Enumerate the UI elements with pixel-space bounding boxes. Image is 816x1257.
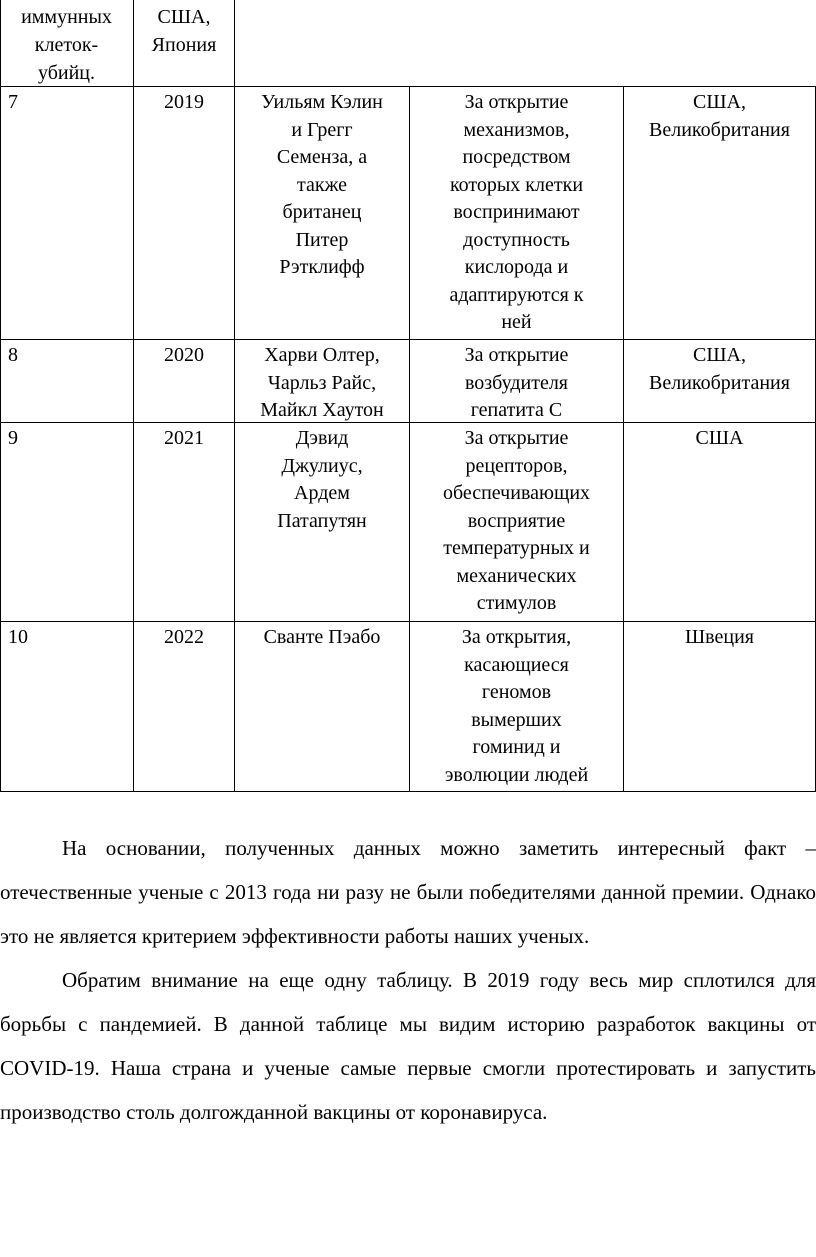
table-row-9-laureates: Дэвид Джулиус, Ардем Патапутян bbox=[277, 427, 367, 532]
top-row-field-cell: иммунных клеток- убийц. bbox=[21, 6, 112, 84]
paragraph-vaccine-intro: Обратим внимание на еще одну таблицу. В 2019 году весь мир сплотился для борьбы с пандемией. В данной таблице мы видим историю разработок вакцины от COVID-19. Наша страна и ученые самые первые смогли протестировать и запустить производство столь долгожданной вакцины от коронавируса. bbox=[0, 968, 816, 1124]
table-divider-col1 bbox=[133, 0, 134, 792]
table-row-8-num: 8 bbox=[8, 344, 18, 366]
table-row-10-num: 10 bbox=[8, 626, 28, 648]
table-row-9-country: США bbox=[695, 427, 744, 449]
paragraph-conclusion: На основании, полученных данных можно заметить интересный факт – отечественные ученые с 2013 года ни разу не были победителями данной премии. Однако это не является критерием эффективности работы наших ученых. bbox=[0, 836, 816, 948]
table-row-7-reason: За открытие механизмов, посредством которых клетки воспринимают доступность кислорода и адаптируются к ней bbox=[449, 91, 584, 333]
table-row-8-laureates: Харви Олтер, Чарльз Райс, Майкл Хаутон bbox=[260, 344, 384, 421]
table-row-7-country: США, Великобритания bbox=[649, 91, 790, 141]
row-divider-2 bbox=[0, 339, 816, 340]
body-text bbox=[0, 826, 816, 1134]
table-row-7-year: 2019 bbox=[164, 91, 204, 113]
table-row-10-reason: За открытия, касающиеся геномов вымерших гоминид и эволюции людей bbox=[444, 626, 589, 786]
table-row-7-laureates: Уильям Кэлин и Грегг Семенза, а также британец Питер Рэтклифф bbox=[261, 91, 383, 278]
table-row-8-country: США, Великобритания bbox=[649, 344, 790, 394]
table-row-8-year: 2020 bbox=[164, 344, 204, 366]
table-row-10-laureates: Сванте Пэабо bbox=[263, 626, 381, 648]
table-row-10-country: Швеция bbox=[685, 626, 754, 648]
table-row-9-num: 9 bbox=[8, 427, 18, 449]
table-row-10-year: 2022 bbox=[164, 626, 204, 648]
table-row-9-reason: За открытие рецепторов, обеспечивающих восприятие температурных и механических стимулов bbox=[442, 427, 591, 614]
top-row-country-cell: США, Япония bbox=[151, 6, 217, 56]
table-border-bottom bbox=[0, 791, 816, 792]
table-border-left bbox=[0, 0, 1, 792]
row-divider-4 bbox=[0, 621, 816, 622]
table-row-7-num: 7 bbox=[8, 91, 18, 113]
table-row-8-reason: За открытие возбудителя гепатита С bbox=[464, 344, 569, 421]
table-row-9-year: 2021 bbox=[164, 427, 204, 449]
